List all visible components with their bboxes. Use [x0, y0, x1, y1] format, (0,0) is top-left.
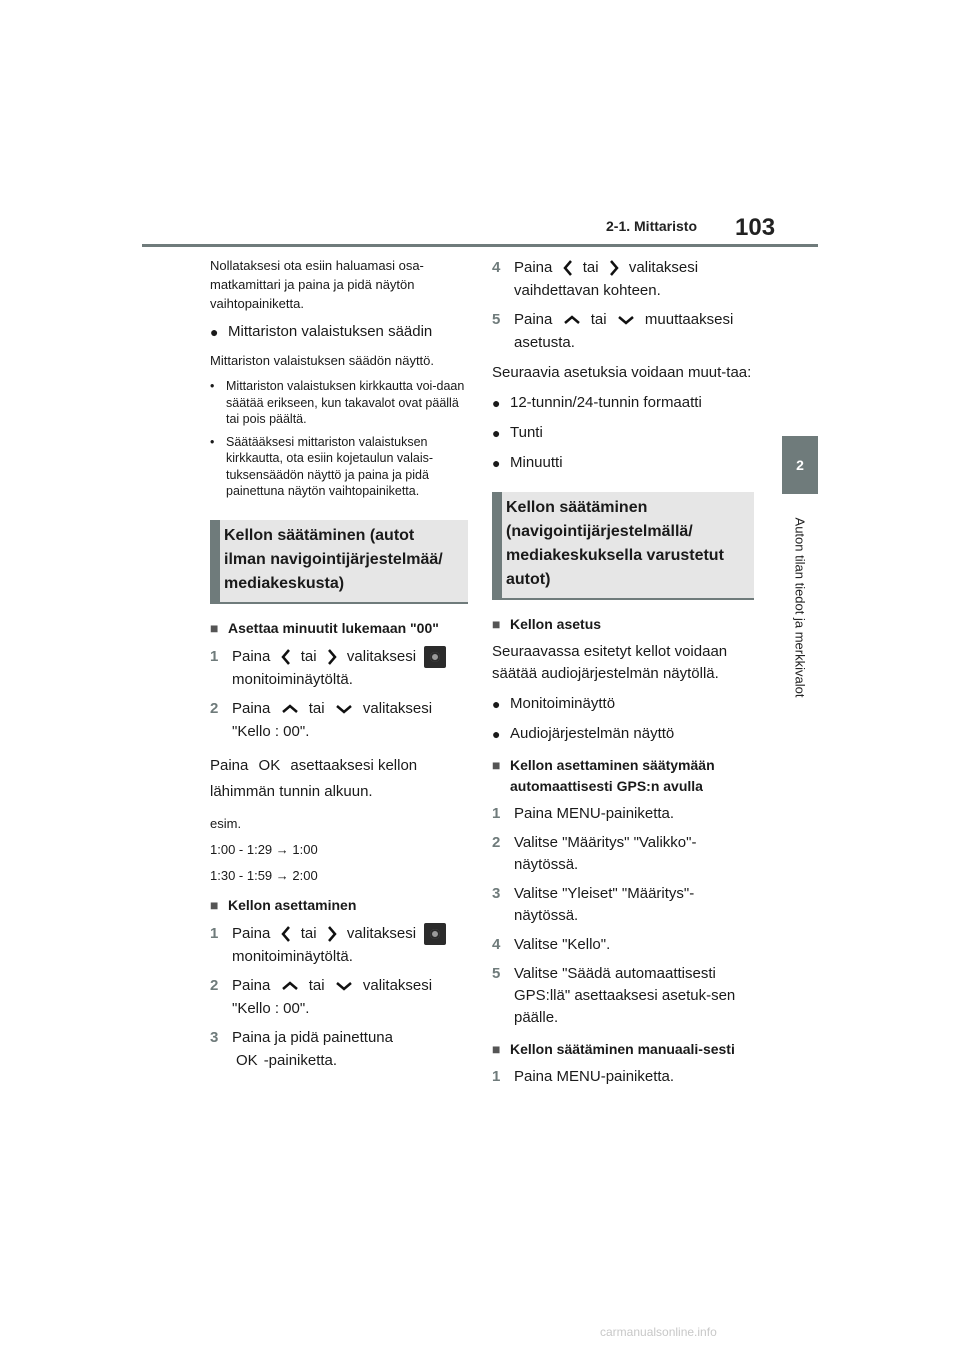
chevron-left-icon	[563, 259, 573, 277]
right-column	[492, 256, 754, 1095]
list-item: • Säätääksesi mittariston valaistuksen kirkkautta, ota esiin kojetaulun valais-tuksensäädön näyttö ja paina ja pidä painettuna näytön vaihtopainiketta.	[210, 434, 468, 500]
left-column	[210, 256, 468, 1078]
section-box-title: Kellon säätäminen (navigointijärjestelmällä/ mediakeskuksella varustetut autot)	[506, 499, 724, 588]
section-title: 2-1. Mittaristo	[606, 218, 698, 234]
list-item: ● Audiojärjestelmän näyttö	[492, 723, 754, 745]
chevron-left-icon	[281, 648, 291, 666]
square-bullet-icon: ■	[492, 1041, 501, 1057]
bullet-dot-icon: ●	[210, 324, 219, 340]
chevron-up-icon	[563, 315, 581, 325]
ok-label: OK	[236, 1051, 258, 1069]
chapter-side-label-text: Auton tilan tiedot ja merkkivalot	[792, 517, 808, 698]
sub-heading-text: Mittariston valaistuksen säädin	[228, 323, 433, 340]
list-item-text: Säätääksesi mittariston valaistuksen kirkkautta, ota esiin kojetaulun valais-tuksensäädön näyttö ja paina ja pidä painettuna näytön vaihtopainiketta.	[226, 434, 434, 498]
bullet-dot-icon: ●	[492, 395, 501, 411]
step-2: 2 Paina tai valitaksesi "Kello : 00".	[210, 976, 433, 1017]
step-1: 1 Paina tai valitaksesi monitoiminäytöltä.	[210, 922, 468, 968]
chevron-down-icon	[335, 981, 353, 991]
chevron-right-icon	[327, 925, 337, 943]
step-1: 1 Paina tai valitaksesi monitoiminäytöltä.	[210, 645, 468, 691]
header-rule	[142, 244, 818, 247]
chevron-down-icon	[335, 704, 353, 714]
list-item-text: Mittariston valaistuksen kirkkautta voi-daan säätää erikseen, kun takavalot ovat päällä tai pois päältä.	[226, 379, 465, 426]
subsection-heading: ■ Kellon säätäminen manuaali-sesti	[492, 1039, 754, 1060]
step-3: 3 Valitse "Yleiset" "Määritys"-näytössä.	[492, 885, 695, 924]
example-line-1: 1:00 - 1:29 → 1:00	[210, 841, 318, 857]
bullet-dot-icon: ●	[492, 425, 501, 441]
bullet-dot-icon: ●	[492, 696, 501, 712]
step-5: 5 Valitse "Säädä automaattisesti GPS:llä" asettaaksesi asetuk-sen päälle.	[492, 965, 736, 1026]
example-line-2: 1:30 - 1:59 → 2:00	[210, 867, 318, 883]
step-4: 4 Valitse "Kello".	[492, 936, 611, 953]
step-4: 4 Paina tai valitaksesi vaihdettavan kohteen.	[492, 259, 699, 299]
chevron-right-icon	[609, 259, 619, 277]
subsection-heading: ■ Kellon asetus	[492, 614, 754, 635]
list-item: ● 12-tunnin/24-tunnin formaatti	[492, 392, 754, 414]
list-item: ● Tunti	[492, 422, 754, 444]
chevron-down-icon	[617, 315, 635, 325]
chapter-tab: 2	[782, 436, 818, 494]
subsection-heading: ■ Kellon asettaminen säätymään automaattisesti GPS:n avulla	[492, 755, 754, 797]
gear-icon	[424, 646, 446, 668]
chevron-left-icon	[281, 925, 291, 943]
watermark: carmanualsonline.info	[600, 1325, 717, 1339]
step-2: 2 Paina tai valitaksesi "Kello : 00".	[210, 699, 433, 740]
list-item: • Mittariston valaistuksen kirkkautta voi-daan säätää erikseen, kun takavalot ovat päällä tai pois päältä.	[210, 378, 468, 428]
square-bullet-icon: ■	[210, 619, 219, 636]
section-box-navigation	[492, 492, 754, 600]
settings-intro: Seuraavia asetuksia voidaan muut-taa:	[492, 364, 752, 381]
step-2: 2 Valitse "Määritys" "Valikko"-näytössä.	[492, 834, 697, 873]
gear-icon	[424, 923, 446, 945]
step-3: 3 Paina ja pidä painettuna OK -painiketta.	[210, 1028, 393, 1069]
square-bullet-icon: ■	[492, 757, 501, 773]
step-1: 1 Paina MENU-painiketta.	[492, 805, 675, 822]
example-label: esim.	[210, 815, 242, 831]
intro-text: Nollataksesi ota esiin haluamasi osa-matkamittari ja paina ja pidä näytön vaihtopainiketta.	[210, 258, 424, 311]
step-5: 5 Paina tai muuttaaksesi asetusta.	[492, 311, 734, 351]
list-item: ● Monitoiminäyttö	[492, 693, 754, 715]
bullet-dot-icon: ●	[492, 455, 501, 471]
chevron-right-icon	[327, 648, 337, 666]
clock-intro: Seuraavassa esitetyt kellot voidaan säätää audiojärjestelmän näytöllä.	[492, 643, 728, 682]
list-item: ● Minuutti	[492, 452, 754, 474]
ok-label: OK	[258, 756, 281, 774]
sub-heading	[210, 321, 468, 343]
subsection-heading: ■ Asettaa minuutit lukemaan "00"	[210, 618, 468, 639]
square-bullet-icon: ■	[492, 616, 501, 632]
sub-text: Mittariston valaistuksen säädön näyttö.	[210, 353, 435, 368]
chevron-up-icon	[281, 981, 299, 991]
page-number: 103	[735, 214, 776, 241]
section-box-title: Kellon säätäminen (autot ilman navigointijärjestelmää/ mediakeskusta)	[224, 526, 443, 592]
chevron-up-icon	[281, 704, 299, 714]
section-box-no-navigation	[210, 520, 468, 604]
bullet-dot-icon: ●	[492, 726, 501, 742]
step-1: 1 Paina MENU-painiketta.	[492, 1068, 675, 1085]
square-bullet-icon: ■	[210, 896, 219, 913]
subsection-heading: ■ Kellon asettaminen	[210, 895, 468, 916]
ok-instruction: Paina OK asettaaksesi kellon lähimmän tunnin alkuun.	[210, 756, 418, 800]
